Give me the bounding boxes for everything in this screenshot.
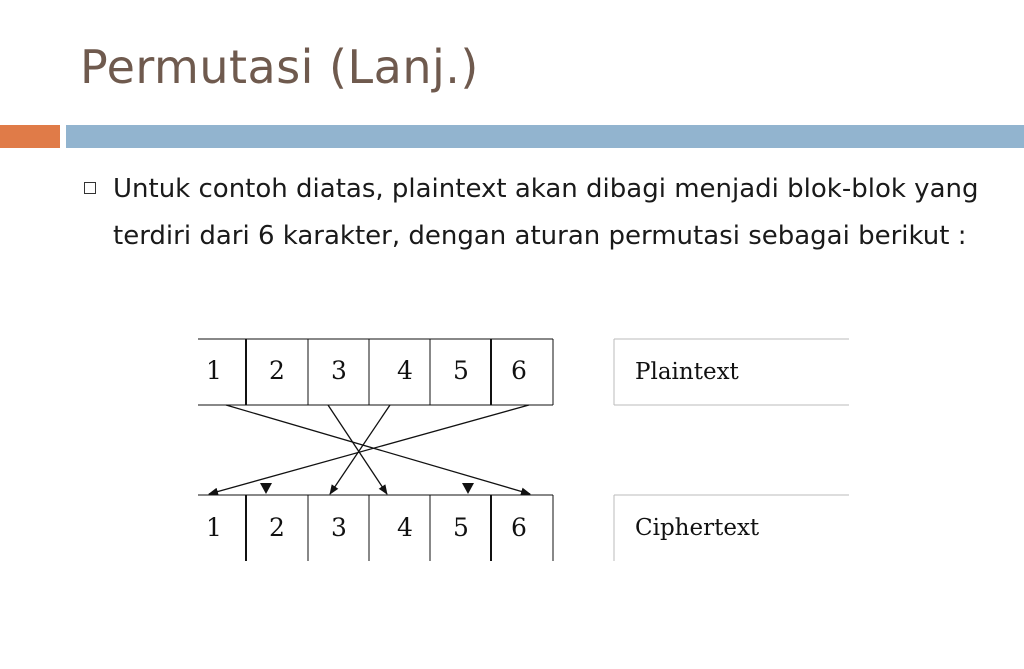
plaintext-cell-3: 3 bbox=[331, 356, 347, 385]
ciphertext-cell-4: 4 bbox=[397, 513, 413, 542]
plaintext-cell-2: 2 bbox=[269, 356, 285, 385]
plaintext-cell-6: 6 bbox=[511, 356, 527, 385]
plaintext-cell-5: 5 bbox=[453, 356, 469, 385]
arrow-4-to-3 bbox=[330, 405, 390, 494]
plaintext-label-box bbox=[614, 339, 849, 405]
arrowhead-into-cell-5 bbox=[462, 483, 474, 494]
arrow-6-to-1 bbox=[209, 405, 529, 494]
ciphertext-cell-5: 5 bbox=[453, 513, 469, 542]
bullet-text: Untuk contoh diatas, plaintext akan dibagi menjadi blok-blok yang terdiri dari 6 karakter, dengan aturan permutasi sebagai berikut : bbox=[113, 174, 979, 251]
ciphertext-cell-3: 3 bbox=[331, 513, 347, 542]
permutation-arrows bbox=[209, 405, 530, 494]
plaintext-cell-1: 1 bbox=[206, 356, 222, 385]
plaintext-label: Plaintext bbox=[635, 359, 739, 385]
ciphertext-cell-2: 2 bbox=[269, 513, 285, 542]
arrowhead-into-cell-2 bbox=[260, 483, 272, 494]
ciphertext-cell-1: 1 bbox=[206, 513, 222, 542]
plaintext-block bbox=[198, 339, 553, 405]
ciphertext-cell-6: 6 bbox=[511, 513, 527, 542]
ciphertext-block bbox=[198, 495, 553, 561]
plaintext-cell-4: 4 bbox=[397, 356, 413, 385]
slide-title: Permutasi (Lanj.) bbox=[80, 40, 479, 94]
ciphertext-label: Ciphertext bbox=[635, 515, 760, 541]
ciphertext-label-box bbox=[614, 495, 849, 561]
